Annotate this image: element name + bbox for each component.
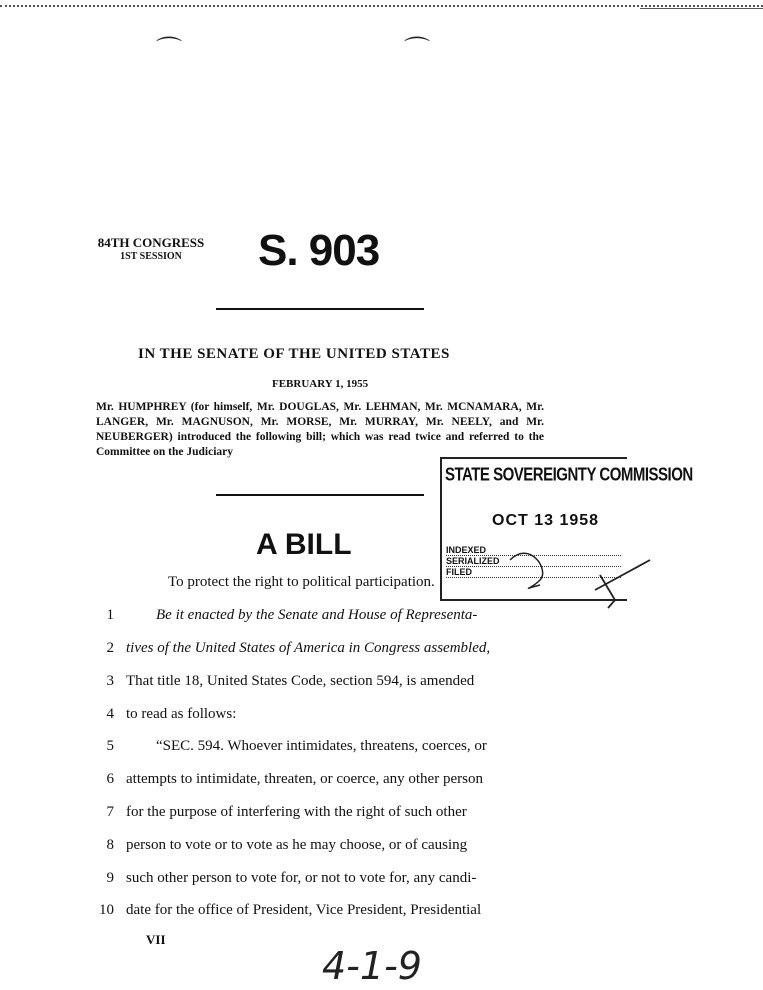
- binding-mark: ⌒: [404, 36, 431, 65]
- line-number: 3: [106, 673, 114, 689]
- line-number: 5: [106, 738, 114, 754]
- introduction-text: Mr. HUMPHREY (for himself, Mr. DOUGLAS, Mr. LEHMAN, Mr. MCNAMARA, Mr. LANGER, Mr. MAGNUSON, Mr. MORSE, Mr. MURRAY, Mr. NEELY, and Mr. NEUBERGER) introduced the following bill; which was read twice and referred to the Committee on the Judiciary: [96, 401, 544, 458]
- bill-line: That title 18, United States Code, section 594, is amended: [126, 673, 475, 689]
- congress-session: [96, 236, 206, 264]
- bill-line: attempts to intimidate, threaten, or coerce, any other person: [126, 771, 483, 787]
- bill-purpose: To protect the right to political participation.: [168, 574, 435, 590]
- divider: [216, 494, 424, 496]
- bill-number: S. 903: [258, 226, 380, 275]
- line-number: 7: [106, 804, 114, 820]
- line-number: 8: [106, 837, 114, 853]
- bill-date: FEBRUARY 1, 1955: [272, 378, 369, 390]
- divider: [216, 308, 424, 310]
- stamp-field-serialized: SERIALIZED: [446, 556, 621, 567]
- bill-line: person to vote or to vote as he may choose, or of causing: [126, 837, 468, 853]
- session-label: 1ST SESSION: [120, 251, 182, 262]
- line-number: 6: [106, 771, 114, 787]
- chamber-heading: IN THE SENATE OF THE UNITED STATES: [138, 346, 450, 362]
- bill-line: such other person to vote for, or not to vote for, any candi-: [126, 870, 477, 886]
- top-rule: [640, 8, 763, 9]
- bill-line: “SEC. 594. Whoever intimidates, threatens, coerces, or: [156, 738, 487, 754]
- line-number: 9: [106, 870, 114, 886]
- stamp-title: STATE SOVEREIGNTY COMMISSION: [445, 464, 693, 486]
- perforation-edge: [0, 5, 763, 7]
- binding-mark: ⌒: [156, 36, 183, 65]
- bill-heading: A BILL: [256, 528, 352, 561]
- bill-line: for the purpose of interfering with the right of such other: [126, 804, 467, 820]
- line-number: 2: [106, 640, 114, 656]
- bill-line: date for the office of President, Vice President, Presidential: [126, 902, 482, 918]
- line-number: 4: [106, 706, 114, 722]
- handwritten-note: 4-1-9: [322, 944, 422, 988]
- bill-line: Be it enacted by the Senate and House of Representa-: [156, 607, 478, 623]
- line-number: 10: [99, 902, 114, 918]
- bill-line: to read as follows:: [126, 706, 237, 722]
- line-number: 1: [106, 607, 114, 623]
- congress-label: 84TH CONGRESS: [97, 235, 205, 250]
- handwritten-scribble: [500, 530, 660, 610]
- volume-mark: VII: [146, 932, 166, 947]
- stamp-field-indexed: INDEXED: [446, 545, 621, 556]
- stamp-field-filed: FILED: [446, 567, 621, 578]
- stamp-date: OCT 13 1958: [492, 512, 600, 529]
- bill-line: tives of the United States of America in Congress assembled,: [126, 640, 491, 656]
